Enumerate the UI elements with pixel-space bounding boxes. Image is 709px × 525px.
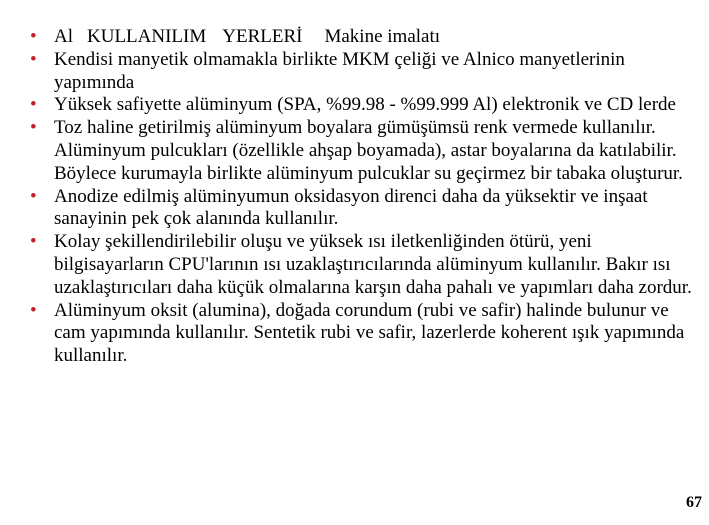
bullet-icon: •	[30, 231, 37, 253]
list-item	[30, 117, 700, 185]
list-item-text: Kendisi manyetik olmamakla birlikte MKM çeliği ve Alnico manyetlerinin yapımında	[54, 48, 625, 93]
heading-line	[54, 26, 440, 47]
bullet-icon: •	[30, 48, 37, 70]
bullet-icon: •	[30, 94, 37, 116]
heading-item	[30, 26, 700, 49]
bullet-list	[30, 26, 700, 368]
list-item-text: Yüksek safiyette alüminyum (SPA, %99.98 - %99.999 Al) elektronik ve CD lerde	[54, 94, 676, 116]
heading-yerleri: YERLERİ	[222, 26, 303, 47]
list-item-text: Anodize edilmiş alüminyumun oksidasyon direnci daha da yüksektir ve inşaat sanayinin pek çok alanında kullanılır.	[54, 185, 648, 230]
list-item-text: Alüminyum oksit (alumina), doğada corundum (rubi ve safir) halinde bulunur ve cam yapımında kullanılır. Sentetik rubi ve safir, lazerlerde koherent ışık yapımında kullanılır.	[54, 299, 685, 367]
heading-al: Al	[54, 26, 73, 47]
list-item-text: Toz haline getirilmiş alüminyum boyalara gümüşümsü renk vermede kullanılır. Alüminyum pulcukları (özellikle ahşap boyamada), astar boyalarına da katılabilir. Böylece kurumayla birlikte alüminyum pulcuklar su geçirmez bir tabaka oluşturur.	[54, 117, 683, 184]
list-item	[30, 49, 700, 95]
bullet-icon: •	[30, 299, 37, 321]
list-item	[30, 231, 700, 299]
list-item	[30, 300, 700, 368]
heading-kullanilim: KULLANILIM	[87, 26, 207, 47]
heading-makine: Makine imalatı	[324, 26, 441, 47]
bullet-icon: •	[30, 185, 37, 207]
list-item	[30, 94, 700, 117]
list-item-text: Kolay şekillendirilebilir oluşu ve yüksek ısı iletkenliğinden ötürü, yeni bilgisayarların CPU'larının ısı uzaklaştırıcılarında alüminyum kullanılır. Bakır ısı uzaklaştırıcıları daha küçük olmalarına karşın daha pahalı ve yapımları daha zordur.	[54, 231, 692, 298]
bullet-icon: •	[30, 26, 37, 47]
bullet-icon: •	[30, 117, 37, 139]
page-number: 67	[686, 494, 702, 511]
list-item	[30, 186, 700, 232]
